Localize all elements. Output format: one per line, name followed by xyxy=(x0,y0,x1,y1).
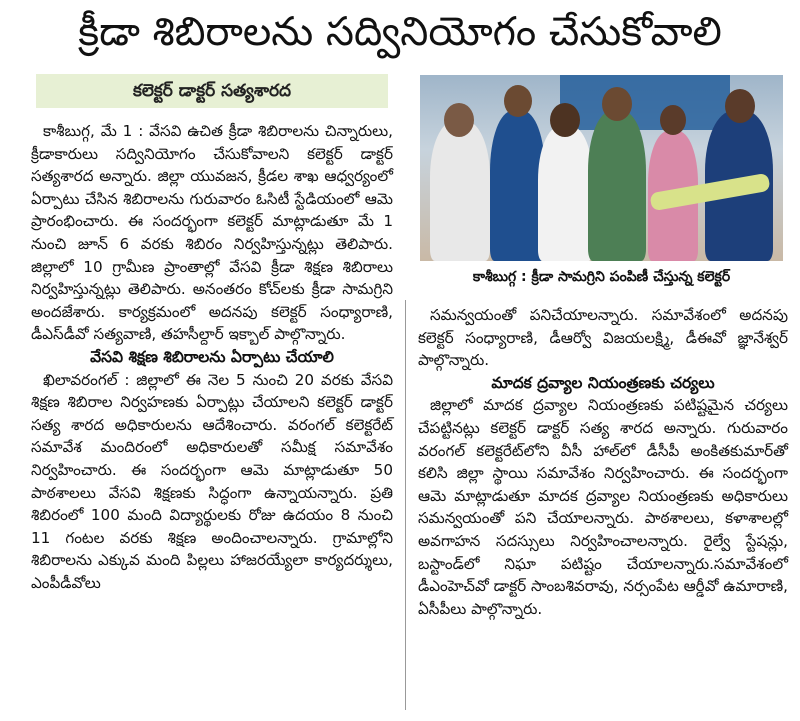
subheadline: కలెక్టర్ డాక్టర్ సత్యశారద xyxy=(36,74,388,108)
photo-person-head xyxy=(444,103,474,137)
photo-caption: కాశీబుగ్గ : క్రీడా సామగ్రిని పంపిణీ చేస్తున్న కలెక్టర్ xyxy=(472,269,731,285)
photo-person xyxy=(490,111,545,261)
photo-person-head xyxy=(504,85,532,117)
photo-banner xyxy=(560,75,730,130)
article-paragraph-2: ఖిలావరంగల్ : జిల్లాలో ఈ నెల 5 నుంచి 20 వరకు వేసవి శిక్షణ శిబిరాల నిర్వహణకు ఏర్పాట్లు చేయాలని కలెక్టర్ డాక్టర్ సత్య శారద అధికారులను ఆదేశించారు. వరంగల్ కలెక్టరేట్ సమావేశ మందిరంలో అధికారులతో సమీక్ష సమావేశం నిర్వహించారు. ఈ సందర్భంగా ఆమె మాట్లాడుతూ 50 పాఠశాలలు వేసవి శిక్షణకు సిద్ధంగా ఉన్నాయన్నారు. ప్రతి శిబిరంలో 100 మంది విద్యార్థులకు రోజు ఉదయం 8 నుంచి 11 గంటల వరకు శిక్షణ అందించాలన్నారు. గ్రామాల్లోని శిబిరాలను ఎక్కువ మంది పిల్లలు హాజరయ్యేలా కార్యదర్శులు, ఎంపీడీవోలు xyxy=(31,370,393,592)
photo-person xyxy=(430,121,490,261)
photo-person xyxy=(538,126,593,261)
photo-person-head xyxy=(725,89,755,123)
headline: క్రీడా శిబిరాలను సద్వినియోగం చేసుకోవాలి xyxy=(78,9,722,55)
photo-person-head xyxy=(602,87,632,121)
article-paragraph-1: కాశీబుగ్గ, మే 1 : వేసవి ఉచిత క్రీడా శిబిరాలను చిన్నారులు, క్రీడాకారులు సద్వినియోగం చేసుకోవాలని కలెక్టర్ డాక్టర్ సత్యశారద అన్నారు. జిల్లా యువజన, క్రీడల శాఖ ఆధ్వర్యంలో ఏర్పాటు చేసిన శిబిరాలను గురువారం ఓసిటీ స్టేడియంలో ఆమె ప్రారంభించారు. ఈ సందర్భంగా కలెక్టర్ మాట్లాడుతూ మే 1 నుంచి జూన్ 6 వరకు శిబిరం నిర్వహిస్తున్నట్లు తెలిపారు. జిల్లాలో 10 గ్రామీణ ప్రాంతాల్లో వేసవి క్రీడా శిక్షణ శిబిరాలు నిర్వహిస్తున్నట్లు తెలిపారు. అనంతరం కోచ్‌లకు క్రీడా సామగ్రిని అందజేశారు. కార్యక్రమంలో అదనపు కలెక్టర్ సంధ్యారాణి, డీఎస్‌డీవో సత్యవాణి, తహసీల్దార్ ఇక్బాల్ పాల్గొన్నారు. xyxy=(31,122,393,344)
right-column xyxy=(418,304,788,620)
photo-person-head xyxy=(660,105,686,135)
section-heading-drug-control: మాదక ద్రవ్యాల నియంత్రణకు చర్యలు xyxy=(491,373,715,392)
section-heading-summer-camps: వేసవి శిక్షణ శిబిరాలను ఏర్పాటు చేయాలి xyxy=(90,347,334,366)
photo-person-head xyxy=(550,103,580,137)
article-paragraph-4: జిల్లాలో మాదక ద్రవ్యాల నియంత్రణకు పటిష్టమైన చర్యలు చేపట్టినట్లు కలెక్టర్ డాక్టర్ సత్య శారద అన్నారు. గురువారం వరంగల్ కలెక్టరేట్‌లోని వీసీ హాల్‌లో డీసీపీ అంకితకుమార్‌తో కలిసి జిల్లా స్థాయి సమావేశం నిర్వహించారు. ఈ సందర్భంగా ఆమె మాట్లాడుతూ మాదక ద్రవ్యాల నియంత్రణకు అధికారులు సమన్వయంతో పని చేయాలన్నారు. పాఠశాలలు, కళాశాలల్లో అవగాహన సదస్సులు నిర్వహించాలన్నారు. రైల్వే స్టేషన్లు, బస్టాండ్‌లో నిఘా పటిష్టం చేయాలన్నారు.సమావేశంలో డీఎంహెచ్‌వో డాక్టర్ సాంబశివరావు, నర్సంపేట ఆర్డీవో ఉమారాణి, ఏసీపీలు పాల్గొన్నారు. xyxy=(418,396,788,618)
article-paragraph-3: సమన్వయంతో పనిచేయాలన్నారు. సమావేశంలో అదనపు కలెక్టర్ సంధ్యారాణి, డీఆర్వో విజయలక్ష్మి, డీఈవో జ్ఞానేశ్వర్ పాల్గొన్నారు. xyxy=(418,306,788,370)
column-divider xyxy=(405,300,406,710)
photo-person xyxy=(588,111,646,261)
news-photo xyxy=(420,75,783,261)
left-column xyxy=(31,120,393,594)
